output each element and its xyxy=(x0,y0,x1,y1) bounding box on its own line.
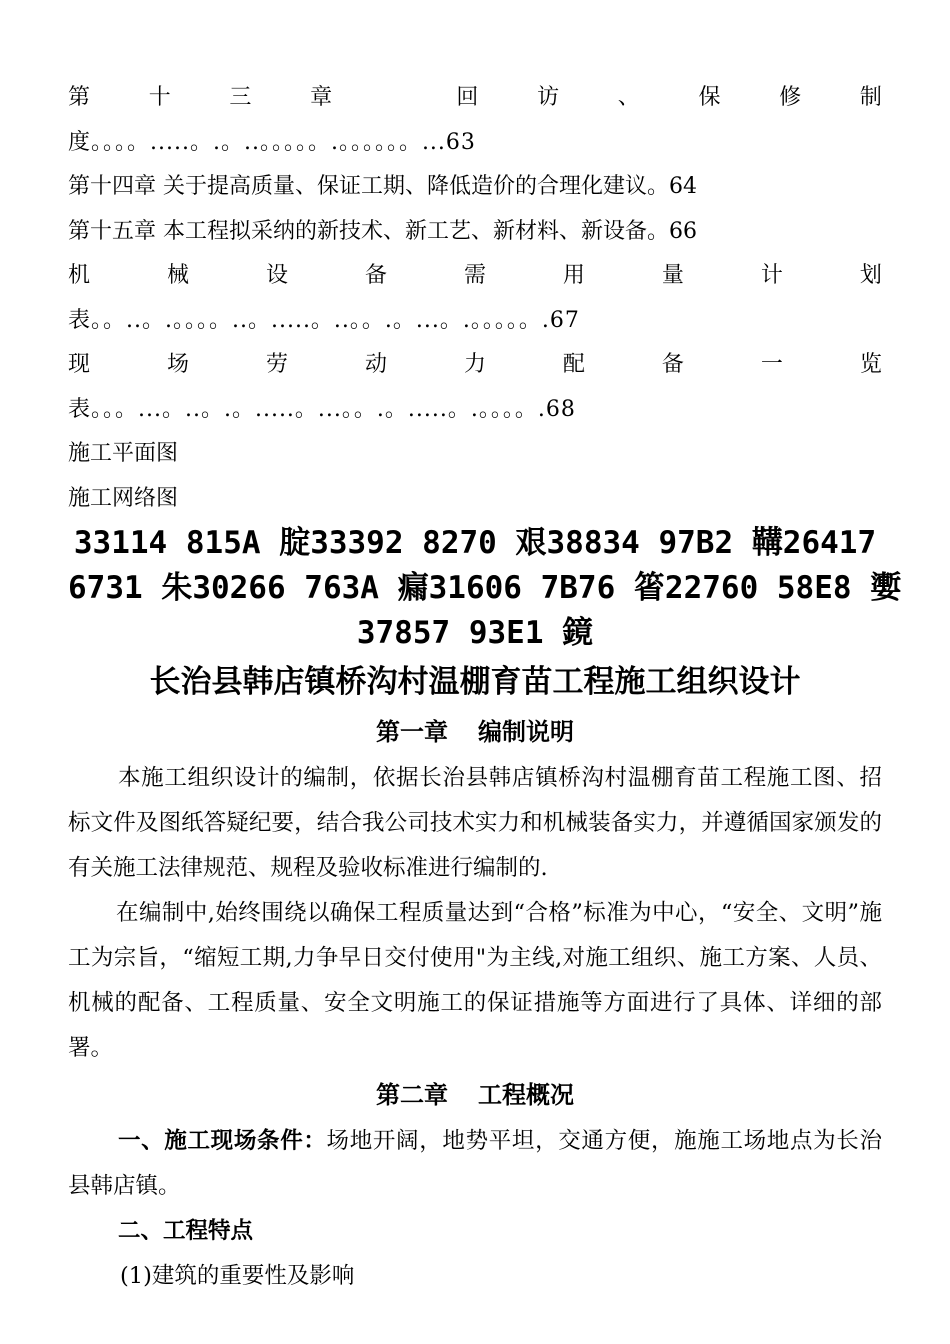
toc-ch14: 第十四章 关于提高质量、保证工期、降低造价的合理化建议。64 xyxy=(68,174,697,199)
garbled-line: 33114 815A 腚33392 8270 艰38834 97B2 鞲26417 xyxy=(73,525,877,561)
toc-labor-title xyxy=(68,343,882,388)
toc-char: 力 xyxy=(463,352,486,377)
toc-char: 械 xyxy=(166,263,189,288)
toc-char xyxy=(391,76,398,121)
toc-ch15: 第十五章 本工程拟采纳的新技术、新工艺、新材料、新设备。66 xyxy=(68,218,697,244)
toc-char: 一 xyxy=(760,352,783,377)
section-project-features xyxy=(68,1209,882,1254)
toc-char: 十 xyxy=(148,85,171,110)
toc-equipment-leader: 表。。..。.。。。。..。.....。..。。.。...。.。。。。。.67 xyxy=(68,307,580,333)
toc-char: 三 xyxy=(229,85,252,110)
toc-char: 备 xyxy=(661,352,684,377)
toc-char: 计 xyxy=(760,263,783,288)
chapter-number: 第二章 xyxy=(376,1081,448,1109)
toc-char: 保 xyxy=(698,85,721,110)
chapter-1-paragraph-1: 本施工组织设计的编制，依据长治县韩店镇桥沟村温棚育苗工程施工图、招标文件及图纸答疑纪要，结合我公司技术实力和机械装备实力，并遵循国家颁发的有关施工法律规范、规程及验收标准进行编制的. xyxy=(68,765,882,881)
chapter-2-heading xyxy=(68,1071,882,1119)
toc-network-chart: 施工网络图 xyxy=(68,485,179,511)
toc-ch13-leader: 度。。。。.....。.。..。。。。。.。。。。。。...63 xyxy=(68,129,476,155)
toc-equipment-title xyxy=(68,254,882,299)
chapter-name: 编制说明 xyxy=(478,718,574,746)
toc-site-plan: 施工平面图 xyxy=(68,441,179,466)
toc-char: 修 xyxy=(779,85,802,110)
toc-char: 设 xyxy=(265,263,288,288)
chapter-number: 第一章 xyxy=(376,718,448,746)
toc-char: 量 xyxy=(661,263,684,288)
list-item: (1)建筑的重要性及影响 xyxy=(120,1263,355,1289)
toc-ch13-title xyxy=(68,76,882,121)
section-site-conditions xyxy=(68,1119,882,1209)
toc-char: 章 xyxy=(310,85,333,110)
toc-char: 用 xyxy=(562,263,585,288)
garbled-line: 37857 93E1 鏡 xyxy=(356,615,594,651)
toc-char: 第 xyxy=(68,85,91,110)
toc-char: 回 xyxy=(456,85,479,110)
toc-char: 访 xyxy=(537,85,560,110)
toc-char: 配 xyxy=(562,352,585,377)
toc-char: 制 xyxy=(859,85,882,110)
toc-char: 划 xyxy=(859,263,882,288)
chapter-1-paragraph-2: 在编制中,始终围绕以确保工程质量达到“合格”标准为中心，“安全、文明”施工为宗旨，“缩短工期,力争早日交付使用"为主线,对施工组织、施工方案、人员、机械的配备、工程质量、安全文明施工的保证措施等方面进行了具体、详细的部署。 xyxy=(68,900,882,1061)
toc-char: 机 xyxy=(68,263,91,288)
section-heading: 一、施工现场条件： xyxy=(118,1128,327,1154)
document-page xyxy=(68,76,902,1299)
section-heading: 二、工程特点 xyxy=(118,1218,254,1244)
section-body: 场地开阔，地势平坦，交通方便，施施工场地点为长治县韩店镇。 xyxy=(68,1128,882,1199)
toc-char: 备 xyxy=(364,263,387,288)
toc-labor-leader: 表。。。...。..。.。.....。...。。.。.....。.。。。。.68 xyxy=(68,396,576,422)
toc-char: 动 xyxy=(364,352,387,377)
toc-char: 现 xyxy=(68,352,91,377)
toc-char: 、 xyxy=(617,85,640,110)
toc-char: 览 xyxy=(859,352,882,377)
chapter-1-heading xyxy=(68,708,882,756)
chapter-name: 工程概况 xyxy=(478,1081,574,1109)
toc-char: 劳 xyxy=(265,352,288,377)
document-title: 长治县韩店镇桥沟村温棚育苗工程施工组织设计 xyxy=(149,664,801,700)
garbled-line: 6731 朱30266 763A 瘺31606 7B76 箵22760 58E8 嬱 xyxy=(68,570,902,606)
toc-char: 场 xyxy=(166,352,189,377)
toc-char: 需 xyxy=(463,263,486,288)
